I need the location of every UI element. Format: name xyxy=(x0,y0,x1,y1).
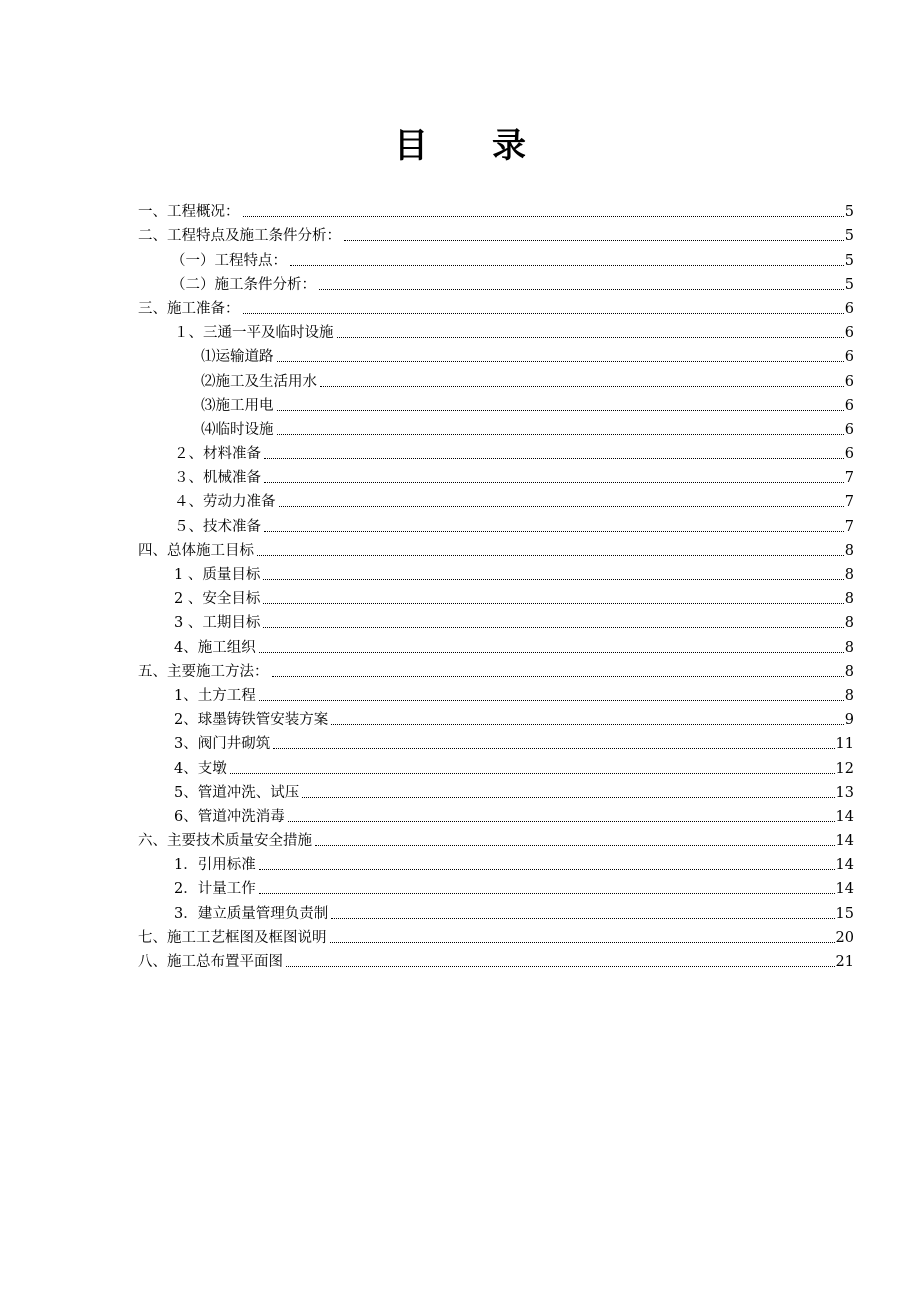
toc-leader-dots xyxy=(337,337,844,338)
toc-entry-page: 8 xyxy=(844,639,854,656)
toc-leader-dots xyxy=(264,482,844,483)
toc-entry-label: ⑵施工及生活用水 xyxy=(201,373,317,390)
toc-leader-dots xyxy=(286,966,835,967)
toc-entry[interactable] xyxy=(138,270,854,294)
toc-entry-label: 2 、安全目标 xyxy=(174,591,261,608)
toc-entry[interactable] xyxy=(138,415,854,439)
toc-entry-page: 8 xyxy=(844,615,854,632)
toc-leader-dots xyxy=(264,531,844,532)
toc-entry-label: ⑴运输道路 xyxy=(201,349,274,366)
toc-entry-page: 13 xyxy=(835,784,854,801)
toc-entry[interactable] xyxy=(138,898,854,922)
toc-leader-dots xyxy=(259,893,835,894)
toc-entry-page: 6 xyxy=(844,349,854,366)
toc-entry[interactable] xyxy=(138,463,854,487)
toc-entry-page: 9 xyxy=(844,712,854,729)
toc-leader-dots xyxy=(259,869,835,870)
table-of-contents xyxy=(138,197,854,971)
toc-entry[interactable] xyxy=(138,366,854,390)
toc-entry[interactable] xyxy=(138,753,854,777)
toc-entry[interactable] xyxy=(138,536,854,560)
toc-leader-dots xyxy=(319,289,844,290)
toc-entry[interactable] xyxy=(138,391,854,415)
toc-entry-label: 1、土方工程 xyxy=(174,687,256,704)
toc-entry-label: （二）施工条件分析： xyxy=(171,276,316,293)
toc-entry[interactable] xyxy=(138,584,854,608)
toc-entry-page: 8 xyxy=(844,542,854,559)
toc-entry-page: 20 xyxy=(835,929,854,946)
toc-entry-label: 4、支墩 xyxy=(174,760,227,777)
toc-entry[interactable] xyxy=(138,608,854,632)
toc-entry-page: 14 xyxy=(835,857,854,874)
toc-entry-page: 6 xyxy=(844,421,854,438)
toc-entry-label: 3、阀门井砌筑 xyxy=(174,736,271,753)
page-title xyxy=(0,118,920,167)
toc-entry-label: １、三通一平及临时设施 xyxy=(174,325,334,342)
toc-entry-label: 七、施工工艺框图及框图说明 xyxy=(138,929,327,946)
toc-leader-dots xyxy=(273,748,834,749)
toc-entry[interactable] xyxy=(138,947,854,971)
toc-entry-label: 五、主要施工方法： xyxy=(138,663,269,680)
title-char-2: 录 xyxy=(492,126,526,166)
toc-entry[interactable] xyxy=(138,874,854,898)
toc-leader-dots xyxy=(315,845,835,846)
toc-entry-label: 六、主要技术质量安全措施 xyxy=(138,833,312,850)
toc-entry-label: 二、工程特点及施工条件分析： xyxy=(138,228,341,245)
toc-entry-label: 2、球墨铸铁管安装方案 xyxy=(174,712,329,729)
toc-entry-label: 3 、工期目标 xyxy=(174,615,261,632)
toc-entry-label: 3．建立质量管理负责制 xyxy=(174,905,329,922)
toc-leader-dots xyxy=(331,724,844,725)
toc-entry[interactable] xyxy=(138,294,854,318)
toc-entry-page: 11 xyxy=(835,736,854,753)
toc-entry-label: 四、总体施工目标 xyxy=(138,542,254,559)
toc-entry-label: 八、施工总布置平面图 xyxy=(138,954,283,970)
toc-entry[interactable] xyxy=(138,729,854,753)
toc-entry[interactable] xyxy=(138,511,854,535)
toc-entry-page: 14 xyxy=(835,881,854,898)
toc-entry-page: 7 xyxy=(844,494,854,511)
toc-leader-dots xyxy=(259,652,844,653)
toc-entry-page: 7 xyxy=(844,518,854,535)
toc-entry[interactable] xyxy=(138,342,854,366)
toc-entry[interactable] xyxy=(138,560,854,584)
toc-leader-dots xyxy=(302,797,834,798)
toc-entry-label: 一、工程概况： xyxy=(138,204,240,221)
toc-entry-label: 三、施工准备： xyxy=(138,300,240,317)
toc-entry-label: （一）工程特点： xyxy=(171,252,287,269)
toc-leader-dots xyxy=(230,773,835,774)
toc-entry[interactable] xyxy=(138,850,854,874)
toc-leader-dots xyxy=(257,555,844,556)
toc-leader-dots xyxy=(288,821,835,822)
toc-entry-label: ⑶施工用电 xyxy=(201,397,274,414)
toc-entry[interactable] xyxy=(138,221,854,245)
toc-entry-page: 7 xyxy=(844,470,854,487)
toc-entry-page: 5 xyxy=(844,228,854,245)
toc-entry[interactable] xyxy=(138,487,854,511)
toc-leader-dots xyxy=(263,579,843,580)
toc-leader-dots xyxy=(277,434,844,435)
toc-entry-label: 1 、质量目标 xyxy=(174,567,261,583)
toc-leader-dots xyxy=(263,627,843,628)
toc-entry-page: 21 xyxy=(835,954,854,970)
toc-leader-dots xyxy=(264,458,844,459)
toc-entry-page: 6 xyxy=(844,300,854,317)
toc-leader-dots xyxy=(330,942,835,943)
toc-entry[interactable] xyxy=(138,923,854,947)
toc-entry-label: ３、机械准备 xyxy=(174,470,261,487)
toc-entry-label: 5、管道冲洗、试压 xyxy=(174,784,300,801)
toc-entry[interactable] xyxy=(138,632,854,656)
toc-entry[interactable] xyxy=(138,802,854,826)
toc-entry[interactable] xyxy=(138,197,854,221)
toc-entry-page: 6 xyxy=(844,373,854,390)
toc-entry[interactable] xyxy=(138,705,854,729)
toc-leader-dots xyxy=(243,216,844,217)
toc-entry-page: 5 xyxy=(844,276,854,293)
toc-entry[interactable] xyxy=(138,245,854,269)
toc-entry-label: 4、施工组织 xyxy=(174,639,256,656)
toc-entry-label: 6、管道冲洗消毒 xyxy=(174,808,285,825)
toc-entry-page: 5 xyxy=(844,252,854,269)
toc-entry-label: ４、劳动力准备 xyxy=(174,494,276,511)
toc-entry-label: ５、技术准备 xyxy=(174,518,261,535)
toc-entry-page: 6 xyxy=(844,397,854,414)
toc-entry-page: 8 xyxy=(844,567,854,583)
toc-leader-dots xyxy=(259,700,844,701)
toc-entry-page: 8 xyxy=(844,591,854,608)
toc-entry-page: 14 xyxy=(835,833,854,850)
toc-leader-dots xyxy=(272,676,844,677)
toc-entry[interactable] xyxy=(138,826,854,850)
toc-entry-page: 8 xyxy=(844,687,854,704)
toc-entry[interactable] xyxy=(138,318,854,342)
toc-leader-dots xyxy=(279,506,844,507)
toc-entry[interactable] xyxy=(138,657,854,681)
toc-leader-dots xyxy=(263,603,843,604)
toc-entry[interactable] xyxy=(138,778,854,802)
toc-entry-page: 6 xyxy=(844,325,854,342)
toc-entry-label: ２、材料准备 xyxy=(174,446,261,463)
title-char-1: 目 xyxy=(394,126,428,166)
toc-leader-dots xyxy=(243,313,844,314)
toc-entry[interactable] xyxy=(138,681,854,705)
toc-entry-page: 14 xyxy=(835,808,854,825)
toc-entry-label: ⑷临时设施 xyxy=(201,421,274,438)
toc-entry-page: 6 xyxy=(844,446,854,463)
toc-entry-page: 5 xyxy=(844,204,854,221)
toc-entry[interactable] xyxy=(138,439,854,463)
toc-leader-dots xyxy=(344,240,844,241)
toc-leader-dots xyxy=(320,386,844,387)
toc-entry-label: 2．计量工作 xyxy=(174,881,256,898)
toc-leader-dots xyxy=(290,265,844,266)
toc-leader-dots xyxy=(331,918,834,919)
toc-entry-label: 1．引用标准 xyxy=(174,857,256,874)
toc-entry-page: 12 xyxy=(835,760,854,777)
toc-entry-page: 8 xyxy=(844,663,854,680)
toc-leader-dots xyxy=(277,361,844,362)
toc-leader-dots xyxy=(277,410,844,411)
toc-entry-page: 15 xyxy=(835,905,854,922)
